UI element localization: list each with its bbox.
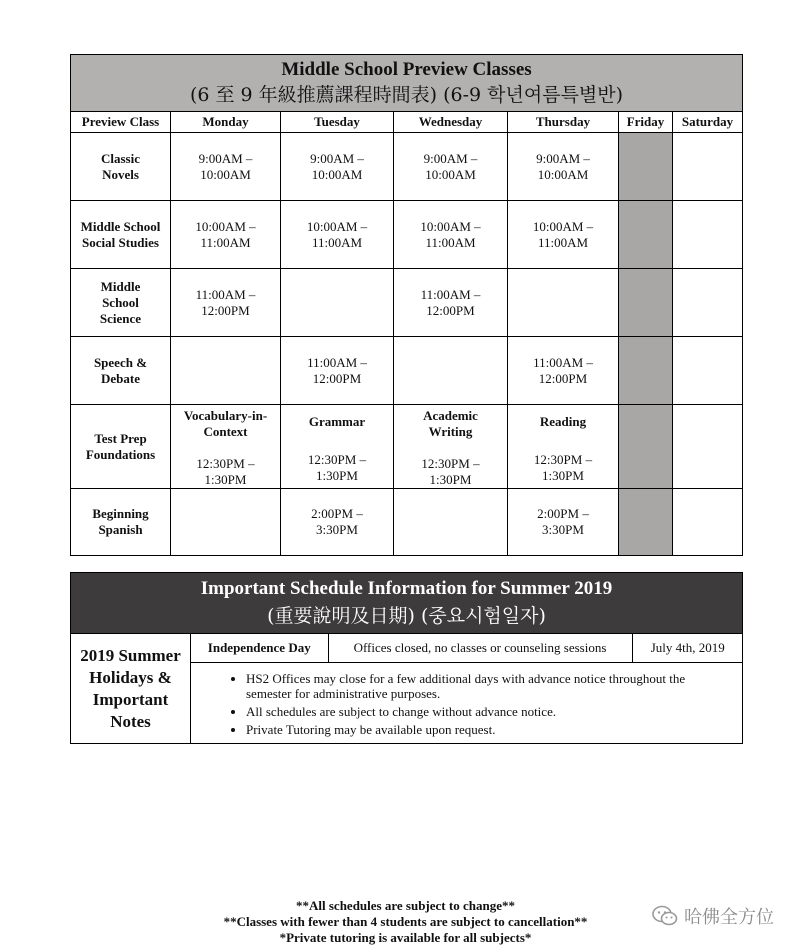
cell-thursday [508, 405, 619, 489]
cell-wednesday: 10:00AM – 11:00AM [394, 201, 508, 269]
holiday-row-table [191, 634, 743, 663]
cell-monday [171, 337, 281, 405]
holiday-note: Offices closed, no classes or counseling sessions [328, 634, 632, 663]
time-label: 12:30PM – 1:30PM [421, 456, 480, 487]
cell-monday [171, 489, 281, 556]
cell-friday [619, 133, 673, 201]
list-item: • All schedules are subject to change without advance notice. [246, 704, 732, 719]
list-item: • HS2 Offices may close for a few additional days with advance notice throughout the semester for administrative purposes. [246, 671, 732, 701]
cell-friday [619, 269, 673, 337]
row-label: Middle School Science [71, 269, 171, 337]
schedule-table [70, 54, 743, 556]
table-row [71, 133, 743, 201]
cell-thursday [508, 269, 619, 337]
cell-thursday: 11:00AM – 12:00PM [508, 337, 619, 405]
cell-saturday [673, 489, 743, 556]
subject-label: Academic Writing [423, 408, 478, 439]
footer-line: **All schedules are subject to change** [296, 898, 515, 913]
time-label: 12:30PM – 1:30PM [307, 452, 367, 483]
row-label: Speech & Debate [71, 337, 171, 405]
cell-wednesday [394, 337, 508, 405]
time-label: 12:30PM – 1:30PM [196, 456, 255, 487]
table-row [71, 489, 743, 556]
header-saturday: Saturday [673, 112, 743, 133]
info-title-bar [71, 573, 743, 634]
watermark [652, 903, 774, 929]
subject-label: Grammar [308, 414, 366, 429]
cell-saturday [673, 133, 743, 201]
holidays-content [191, 634, 743, 744]
table-row [71, 201, 743, 269]
cell-monday: 10:00AM – 11:00AM [171, 201, 281, 269]
row-label: Beginning Spanish [71, 489, 171, 556]
info-table [70, 572, 743, 744]
row-label: Test Prep Foundations [71, 405, 171, 489]
header-friday: Friday [619, 112, 673, 133]
cell-friday [619, 337, 673, 405]
notes-list [226, 671, 732, 737]
row-label: Middle School Social Studies [71, 201, 171, 269]
cell-tuesday [281, 269, 394, 337]
cell-thursday: 9:00AM – 10:00AM [508, 133, 619, 201]
header-preview-class: Preview Class [71, 112, 171, 133]
footer-line: *Private tutoring is available for all subjects* [279, 930, 532, 945]
cell-friday [619, 201, 673, 269]
cell-saturday [673, 269, 743, 337]
schedule-title: Middle School Preview Classes [281, 59, 532, 80]
cell-wednesday [394, 489, 508, 556]
time-label: 12:30PM – 1:30PM [533, 452, 593, 483]
header-wednesday: Wednesday [394, 112, 508, 133]
table-row [71, 337, 743, 405]
wechat-icon [652, 905, 678, 927]
cell-friday [619, 405, 673, 489]
schedule-subtitle: (6 至 9 年級推薦課程時間表) (6-9 학년여름특별반) [189, 84, 624, 106]
watermark-text: 哈佛全方位 [684, 907, 774, 928]
cell-tuesday: 2:00PM – 3:30PM [281, 489, 394, 556]
cell-tuesday [281, 405, 394, 489]
cell-saturday [673, 201, 743, 269]
cell-saturday [673, 337, 743, 405]
header-monday: Monday [171, 112, 281, 133]
info-subtitle: (重要說明及日期) (중요시험일자) [267, 605, 546, 627]
cell-monday [171, 405, 281, 489]
schedule-header-row [71, 112, 743, 133]
table-row [71, 405, 743, 489]
schedule-title-bar [71, 55, 743, 112]
cell-tuesday: 11:00AM – 12:00PM [281, 337, 394, 405]
info-title: Important Schedule Information for Summer 2019 [200, 578, 613, 599]
subject-label: Vocabulary-in-Context [183, 408, 268, 439]
cell-thursday: 10:00AM – 11:00AM [508, 201, 619, 269]
holiday-name: Independence Day [191, 634, 328, 663]
holiday-date: July 4th, 2019 [632, 634, 743, 663]
cell-wednesday [394, 405, 508, 489]
cell-friday [619, 489, 673, 556]
header-tuesday: Tuesday [281, 112, 394, 133]
header-thursday: Thursday [508, 112, 619, 133]
cell-monday: 11:00AM – 12:00PM [171, 269, 281, 337]
cell-thursday: 2:00PM – 3:30PM [508, 489, 619, 556]
cell-saturday [673, 405, 743, 489]
cell-monday: 9:00AM – 10:00AM [171, 133, 281, 201]
row-label: Classic Novels [71, 133, 171, 201]
list-item: • Private Tutoring may be available upon request. [246, 722, 732, 737]
cell-wednesday: 9:00AM – 10:00AM [394, 133, 508, 201]
table-row [71, 269, 743, 337]
footer-line: **Classes with fewer than 4 students are subject to cancellation** [223, 914, 588, 929]
holidays-section-label: 2019 Summer Holidays & Important Notes [71, 634, 191, 744]
cell-wednesday: 11:00AM – 12:00PM [394, 269, 508, 337]
holiday-row [191, 634, 743, 663]
cell-tuesday: 9:00AM – 10:00AM [281, 133, 394, 201]
subject-label: Reading [539, 414, 587, 429]
cell-tuesday: 10:00AM – 11:00AM [281, 201, 394, 269]
